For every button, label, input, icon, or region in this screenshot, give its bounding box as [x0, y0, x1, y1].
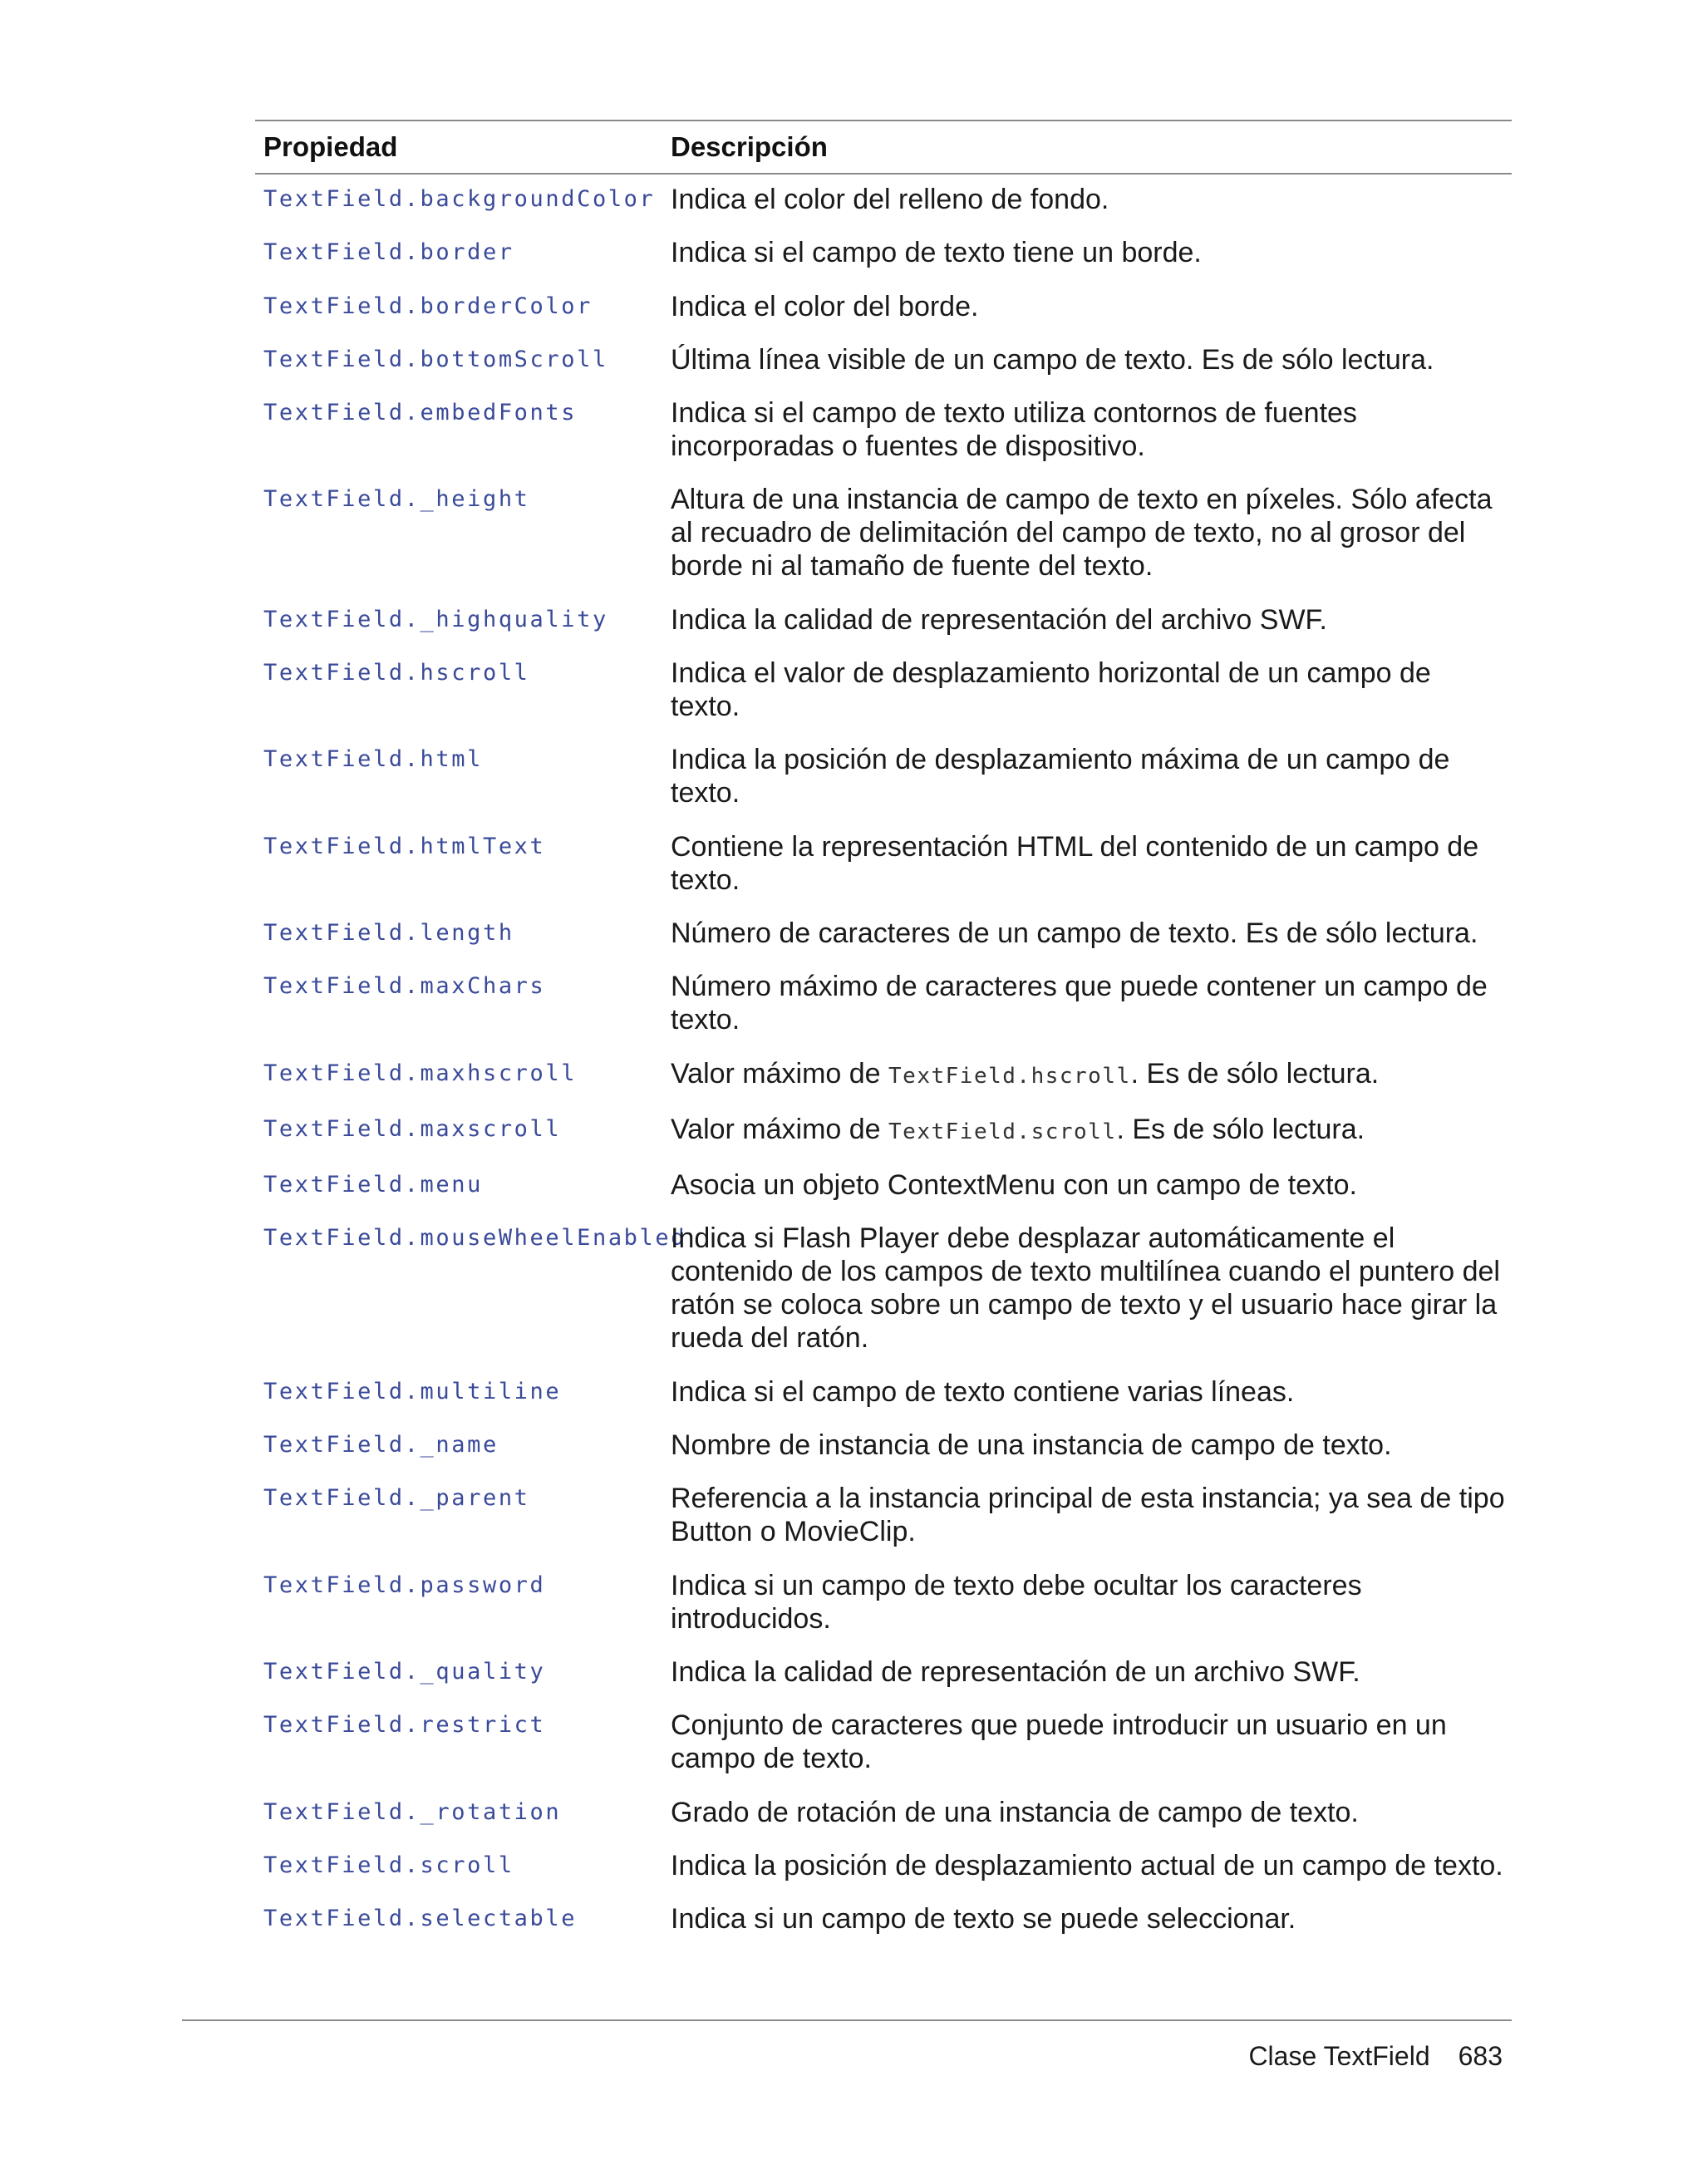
property-name: TextField.hscroll: [263, 660, 530, 686]
description-text: Valor máximo de: [671, 1057, 889, 1090]
page-footer: [1248, 2041, 1503, 2072]
table-row: [255, 1168, 1512, 1202]
property-description: Indica el color del relleno de fondo.: [671, 184, 1109, 215]
inline-code: TextField.scroll: [888, 1119, 1117, 1144]
table-row: [255, 396, 1512, 463]
property-description: Indica el color del borde.: [671, 290, 979, 322]
property-description: Indica la calidad de representación del archivo SWF.: [671, 603, 1327, 636]
table-row: [255, 657, 1512, 723]
table-row: [255, 183, 1512, 216]
property-description: Indica si el campo de texto utiliza contornos de fuentes incorporadas o fuentes de dispositivo.: [671, 397, 1357, 463]
property-description: Indica la posición de desplazamiento actual de un campo de texto.: [671, 1849, 1503, 1881]
table-row: [255, 343, 1512, 376]
properties-table: [255, 120, 1512, 1955]
property-description: Número máximo de caracteres que puede contener un campo de texto.: [671, 971, 1488, 1036]
property-description: Indica si el campo de texto tiene un borde.: [671, 237, 1202, 269]
table-row: [255, 830, 1512, 897]
property-name: TextField.bottomScroll: [263, 346, 608, 372]
description-text: . Es de sólo lectura.: [1130, 1057, 1380, 1090]
property-name: TextField._quality: [263, 1658, 546, 1685]
property-name: TextField._height: [263, 486, 530, 513]
table-row: [255, 1482, 1512, 1548]
property-description: Número de caracteres de un campo de texto. Es de sólo lectura.: [671, 917, 1478, 949]
property-description: Grado de rotación de una instancia de campo de texto.: [671, 1796, 1359, 1828]
property-description: Indica si un campo de texto debe ocultar los caracteres introducidos.: [671, 1569, 1362, 1635]
footer-section-title: Clase TextField: [1248, 2041, 1430, 2071]
inline-code: TextField.hscroll: [888, 1063, 1131, 1089]
table-row: [255, 1569, 1512, 1636]
property-name: TextField.embedFonts: [263, 400, 578, 426]
property-description: Indica el valor de desplazamiento horizontal de un campo de texto.: [671, 657, 1431, 723]
property-name: TextField._name: [263, 1432, 499, 1458]
property-name: TextField.password: [263, 1572, 546, 1598]
table-row: [255, 1902, 1512, 1936]
property-name: TextField.htmlText: [263, 833, 546, 859]
property-description: [671, 1057, 1512, 1093]
table-row: [255, 1057, 1512, 1093]
table-row: [255, 1113, 1512, 1149]
table-row: [255, 603, 1512, 637]
table-body: [255, 175, 1512, 1936]
property-name: TextField.maxChars: [263, 973, 546, 1000]
description-text: Valor máximo de: [671, 1113, 889, 1145]
property-description: Conjunto de caracteres que puede introducir un usuario en un campo de texto.: [671, 1709, 1447, 1775]
property-name: TextField._highquality: [263, 606, 608, 632]
property-name: TextField.maxhscroll: [263, 1060, 578, 1086]
table-row: [255, 1796, 1512, 1829]
property-name: TextField._parent: [263, 1485, 530, 1512]
table-row: [255, 1222, 1512, 1355]
property-description: Contiene la representación HTML del contenido de un campo de texto.: [671, 830, 1479, 896]
table-row: [255, 236, 1512, 269]
property-description: Indica la calidad de representación de un archivo SWF.: [671, 1655, 1360, 1688]
property-description: Última línea visible de un campo de texto. Es de sólo lectura.: [671, 343, 1434, 376]
table-header: [255, 121, 1512, 175]
property-name: TextField.scroll: [263, 1852, 514, 1878]
table-row: [255, 483, 1512, 583]
property-description: Indica si Flash Player debe desplazar automáticamente el contenido de los campos de texto multilínea cuando el puntero del ratón se coloca sobre un campo de texto y el usuario hace girar la rueda del ratón.: [671, 1222, 1500, 1355]
header-property: Propiedad: [263, 131, 398, 162]
property-name: TextField.maxscroll: [263, 1115, 562, 1142]
table-row: [255, 290, 1512, 323]
table-row: [255, 1429, 1512, 1462]
property-description: [671, 1113, 1512, 1149]
property-name: TextField.mouseWheelEnabled: [263, 1225, 687, 1252]
footer-rule: [182, 2019, 1512, 2021]
property-name: TextField.backgroundColor: [263, 186, 656, 212]
property-description: Indica si un campo de texto se puede seleccionar.: [671, 1903, 1296, 1936]
table-row: [255, 1375, 1512, 1409]
table-row: [255, 1709, 1512, 1775]
property-name: TextField.multiline: [263, 1378, 562, 1404]
property-name: TextField.html: [263, 746, 483, 773]
property-name: TextField._rotation: [263, 1798, 562, 1825]
table-row: [255, 970, 1512, 1036]
header-description: Descripción: [671, 131, 828, 162]
property-name: TextField.border: [263, 239, 514, 266]
table-row: [255, 917, 1512, 950]
property-description: Referencia a la instancia principal de esta instancia; ya sea de tipo Button o MovieClip.: [671, 1483, 1505, 1548]
property-name: TextField.selectable: [263, 1906, 578, 1932]
property-name: TextField.length: [263, 919, 514, 946]
description-text: . Es de sólo lectura.: [1116, 1113, 1365, 1145]
property-description: Altura de una instancia de campo de texto en píxeles. Sólo afecta al recuadro de delimitación del campo de texto, no al grosor del borde ni al tamaño de fuente del texto.: [671, 484, 1493, 583]
property-description: Asocia un objeto ContextMenu con un campo de texto.: [671, 1169, 1357, 1202]
property-description: Indica la posición de desplazamiento máxima de un campo de texto.: [671, 744, 1450, 809]
table-row: [255, 1849, 1512, 1882]
property-name: TextField.menu: [263, 1172, 483, 1198]
page-number: 683: [1458, 2041, 1503, 2071]
table-row: [255, 1655, 1512, 1689]
property-name: TextField.restrict: [263, 1712, 546, 1739]
table-row: [255, 743, 1512, 809]
property-name: TextField.borderColor: [263, 293, 593, 319]
property-description: Indica si el campo de texto contiene varias líneas.: [671, 1375, 1295, 1408]
property-description: Nombre de instancia de una instancia de campo de texto.: [671, 1429, 1392, 1462]
